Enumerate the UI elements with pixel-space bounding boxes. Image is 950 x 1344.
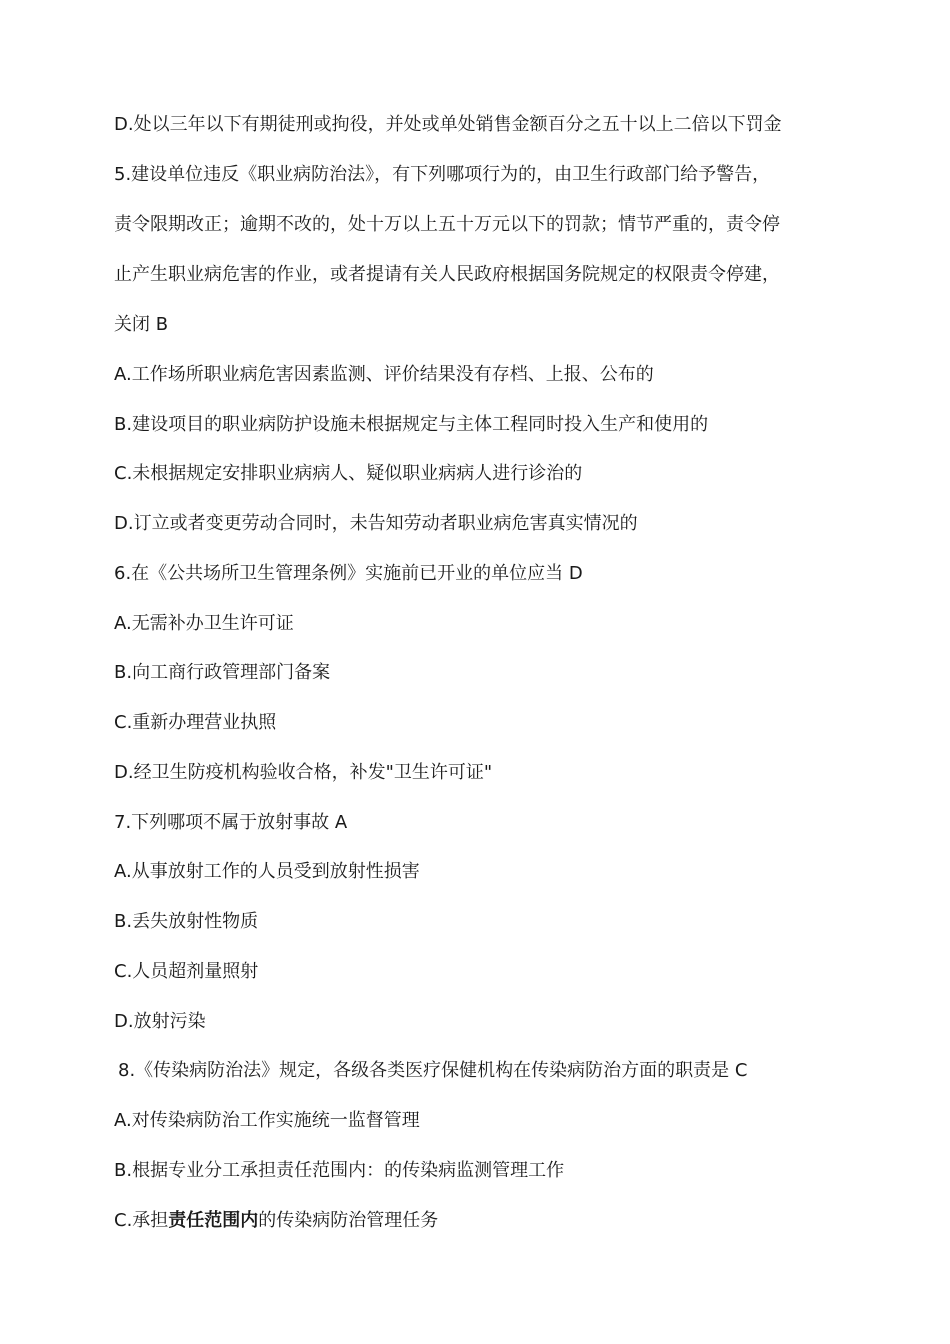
question-7-option-d: D.放射污染 <box>114 1011 206 1032</box>
question-7: 7.下列哪项不属于放射事故 A <box>114 812 348 833</box>
question-5-line-3: 止产生职业病危害的作业，或者提请有关人民政府根据国务院规定的权限责令停建， <box>114 264 780 285</box>
question-5-line-2: 责令限期改正；逾期不改的，处十万以上五十万元以下的罚款；情节严重的，责令停 <box>114 214 780 235</box>
option-c-suffix: 的传染病防治管理任务 <box>258 1210 439 1231</box>
question-6-option-d: D.经卫生防疫机构验收合格，补发"卫生许可证" <box>114 762 493 783</box>
option-c-bold-text: 责任范围内 <box>168 1210 259 1231</box>
question-5-line-1: 5.建设单位违反《职业病防治法》，有下列哪项行为的，由卫生行政部门给予警告， <box>114 164 771 185</box>
question-6: 6.在《公共场所卫生管理条例》实施前已开业的单位应当 D <box>114 563 583 584</box>
question-5-option-b: B.建设项目的职业病防护设施未根据规定与主体工程同时投入生产和使用的 <box>114 414 709 435</box>
question-6-option-a: A.无需补办卫生许可证 <box>114 613 294 634</box>
question-6-option-c: C.重新办理营业执照 <box>114 712 277 733</box>
question-8-option-c <box>114 1208 834 1234</box>
question-5-option-d: D.订立或者变更劳动合同时，未告知劳动者职业病危害真实情况的 <box>114 513 638 534</box>
text-line-1: D.处以三年以下有期徒刑或拘役，并处或单处销售金额百分之五十以上二倍以下罚金 <box>114 114 782 135</box>
question-7-option-c: C.人员超剂量照射 <box>114 961 259 982</box>
question-7-option-b: B.丢失放射性物质 <box>114 911 259 932</box>
question-6-option-b: B.向工商行政管理部门备案 <box>114 662 331 683</box>
question-8: 8.《传染病防治法》规定，各级各类医疗保健机构在传染病防治方面的职责是 C <box>118 1060 748 1081</box>
option-c-prefix: C.承担 <box>114 1210 169 1231</box>
question-5-option-a: A.工作场所职业病危害因素监测、评价结果没有存档、上报、公布的 <box>114 364 654 385</box>
question-8-option-a: A.对传染病防治工作实施统一监督管理 <box>114 1110 420 1131</box>
question-8-option-b: B.根据专业分工承担责任范围内：的传染病监测管理工作 <box>114 1160 565 1181</box>
question-5-line-4: 关闭 B <box>114 314 169 335</box>
question-7-option-a: A.从事放射工作的人员受到放射性损害 <box>114 861 420 882</box>
question-5-option-c: C.未根据规定安排职业病病人、疑似职业病病人进行诊治的 <box>114 463 583 484</box>
